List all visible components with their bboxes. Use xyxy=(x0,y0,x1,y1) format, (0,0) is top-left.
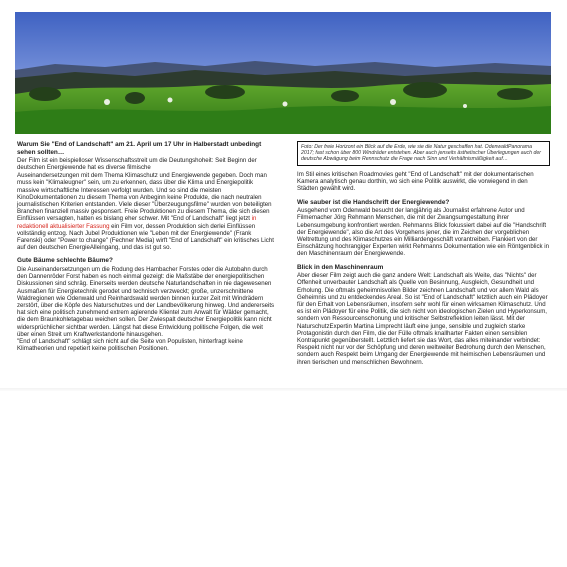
paragraph: "End of Landschaft" schlägt sich nicht auf die Seite von Populisten, hinterfragt keine Klimatheorien und repetiert keine politischen Positionen. xyxy=(17,338,243,353)
paragraph: Die Auseinandersetzungen um die Rodung des Hambacher Forstes oder die Autobahn durch den Dannenröder Forst haben es noch einmal gezeigt: die Maßstäbe der energiepolitischen Diskussionen sind schräg. Einerseits werden deutsche Naturlandschaften in nie dagewesenen Ausmaßen für Energietechnik gerodet und technisch verzweckt; große, unzerschnittene Waldregionen wie Odenwald und Reinhardswald werden binnen kurzer Zeit mit Windrädern zerstört, über die Köpfe des Naturschutzes und der Landbevölkerung hinweg. Und andererseits hat sich eine politisch zunehmend extrem agierende Klientel zum Anwalt für Wälder gemacht, die dem Braunkohletagebau weichen sollen. Der Zwiespalt deutscher Energiepolitik kann nicht widersprüchlicher sichtbar werden. Längst hat diese Entwicklung politische Folgen, die weit über einen Streit um Kraftwerkstandorte hinausgehen. xyxy=(17,266,275,338)
section-heading: Blick in den Maschinenraum xyxy=(297,263,384,271)
landscape-photo xyxy=(15,12,551,134)
paragraph: Aber dieser Film zeigt auch die ganz andere Welt: Landschaft als Weite, das "Nichts" der Offenheit unverbauter Landschaft als Quelle von Besinnung, Ausgleich, Gesundheit und Erholung. Die oftmals geheimnisvollen Bilder zeichnen Landschaft und vor allem Wald als Geheimnis und zu entdeckendes Areal. So ist "End of Landschaft" letztlich auch ein Plädoyer für den Erhalt von Lebensräumen, insofern sehr wohl für einen wirksamen Klimaschutz. Und es ist ein Plädoyer für eine Politik, die sich nicht von ideologischen Zielen und Hyperkonsum, sondern von Ressourcenschonung und kritischer Selbstreflektion leiten lässt. Mit der NaturschutzExpertin Martina Limprecht läuft eine junge, sensible und zugleich starke Protagonistin durch den Film, die der Fülle oftmals knallharter Fakten einen sensiblen Kontrapunkt gegenüberstellt. Letztlich liefert sie das Wort, das alles miteinander verbindet: Respekt nicht nur vor der Schöpfung und deren weltweiter Bedrohung durch den Menschen, sondern auch Respekt beim Umgang der Energiewende mit heimischen Lebensräumen und ihren tierischen und menschlichen Bewohnern. xyxy=(297,272,548,366)
section-heading: Gute Bäume schlechte Bäume? xyxy=(17,257,113,265)
section-heading: Warum Sie "End of Landschaft" am 21. April um 17 Uhr in Halberstadt unbedingt sehen sollten… xyxy=(17,141,262,156)
hero-panorama-image xyxy=(15,12,551,134)
updated-version-link[interactable]: in redaktionell aktualisierter Fassung xyxy=(17,215,257,230)
photo-caption: Foto: Der freie Horizont ein Blick auf die Erde, wie sie die Natur geschaffen hat. OdenwaldPanorama 2017; fast schon über 800 Windräder entstehen. Aber auch jenseits ästhetischer Überlegungen auch der deutsche Abwägung beim Rennschutz die Frage nach Sinn und Verhältnismäßigkeit auf… xyxy=(297,141,550,166)
paragraph: Auseinandersetzungen mit dem Thema Klimaschutz und Energiewende gegeben. Doch man muss kein "Klimaleugner" sein, um zu erkennen, dass über die Klima und Energiepolitik massive wirtschaftliche Interessen verfolgt wurden. Und so sind die meisten KinoDokumentationen zu diesem Thema von Anbeginn keine Produkte, die nach neutralen journalistischen Kriterien entstanden. Viele dieser "Überzeugungsfilme" wurden von beteiligten Branchen finanziell massiv gesponsert. Freie Produktionen zu diesem Thema, die sich diesen Einflüssen versagten, hatten es bislang eher schwer. Mit "End of Landschaft" liegt jetzt in redaktionell aktualisierter Fassung ein Film vor, dessen Produktion sich derlei Einflüssen vollständig entzog. Nach Jubel Produktionen wie "Leben mit der Energiewende" (Frank Farenski) oder "Power to change" (Fechner Media) wirft "End of Landschaft" ein kritisches Licht auf den deutschen EnergieAlleingang, und das ist gut so. xyxy=(17,172,274,252)
section-heading: Wie sauber ist die Handschrift der Energiewende? xyxy=(297,198,450,206)
blank-area xyxy=(0,391,567,567)
paragraph: Ausgehend vom Odenwald besucht der langjährig als Journalist erfahrene Autor und Filmemacher Jörg Rehmann Menschen, die mit der Zwangsumgestaltung ihrer Lebensumgebung konfrontiert werden. Rehmanns Blick fokussiert dabei auf die "Handschrift der Energiewende", also die Art des Vorgehens jener, die im Zeichen der vorgeblichen Weltrettung und des Klimaschutzes ein Milliardengeschäft vorantreiben. Flankiert von der Einschätzung hochrangiger Experten wirkt Rehmanns Dokumentation wie ein Röntgenblick in den Maschinenraum der Energiewende. xyxy=(297,207,550,258)
intro-clipped-text: Der Film ist ein beispielloser Wissenschaftsstreit um die Deutungshoheit: Seit Beginn der deutschen Energiewende hat es diverse filmische xyxy=(17,157,257,172)
paragraph: Im Stil eines kritischen Roadmovies geht "End of Landschaft" mit der dokumentarischen Kamera analytisch genau dorthin, wo sich eine Politik auswirkt, die vorwiegend in den Städten gewählt wird. xyxy=(297,171,534,193)
article-left-column xyxy=(17,141,276,352)
article-right-column xyxy=(297,141,550,366)
